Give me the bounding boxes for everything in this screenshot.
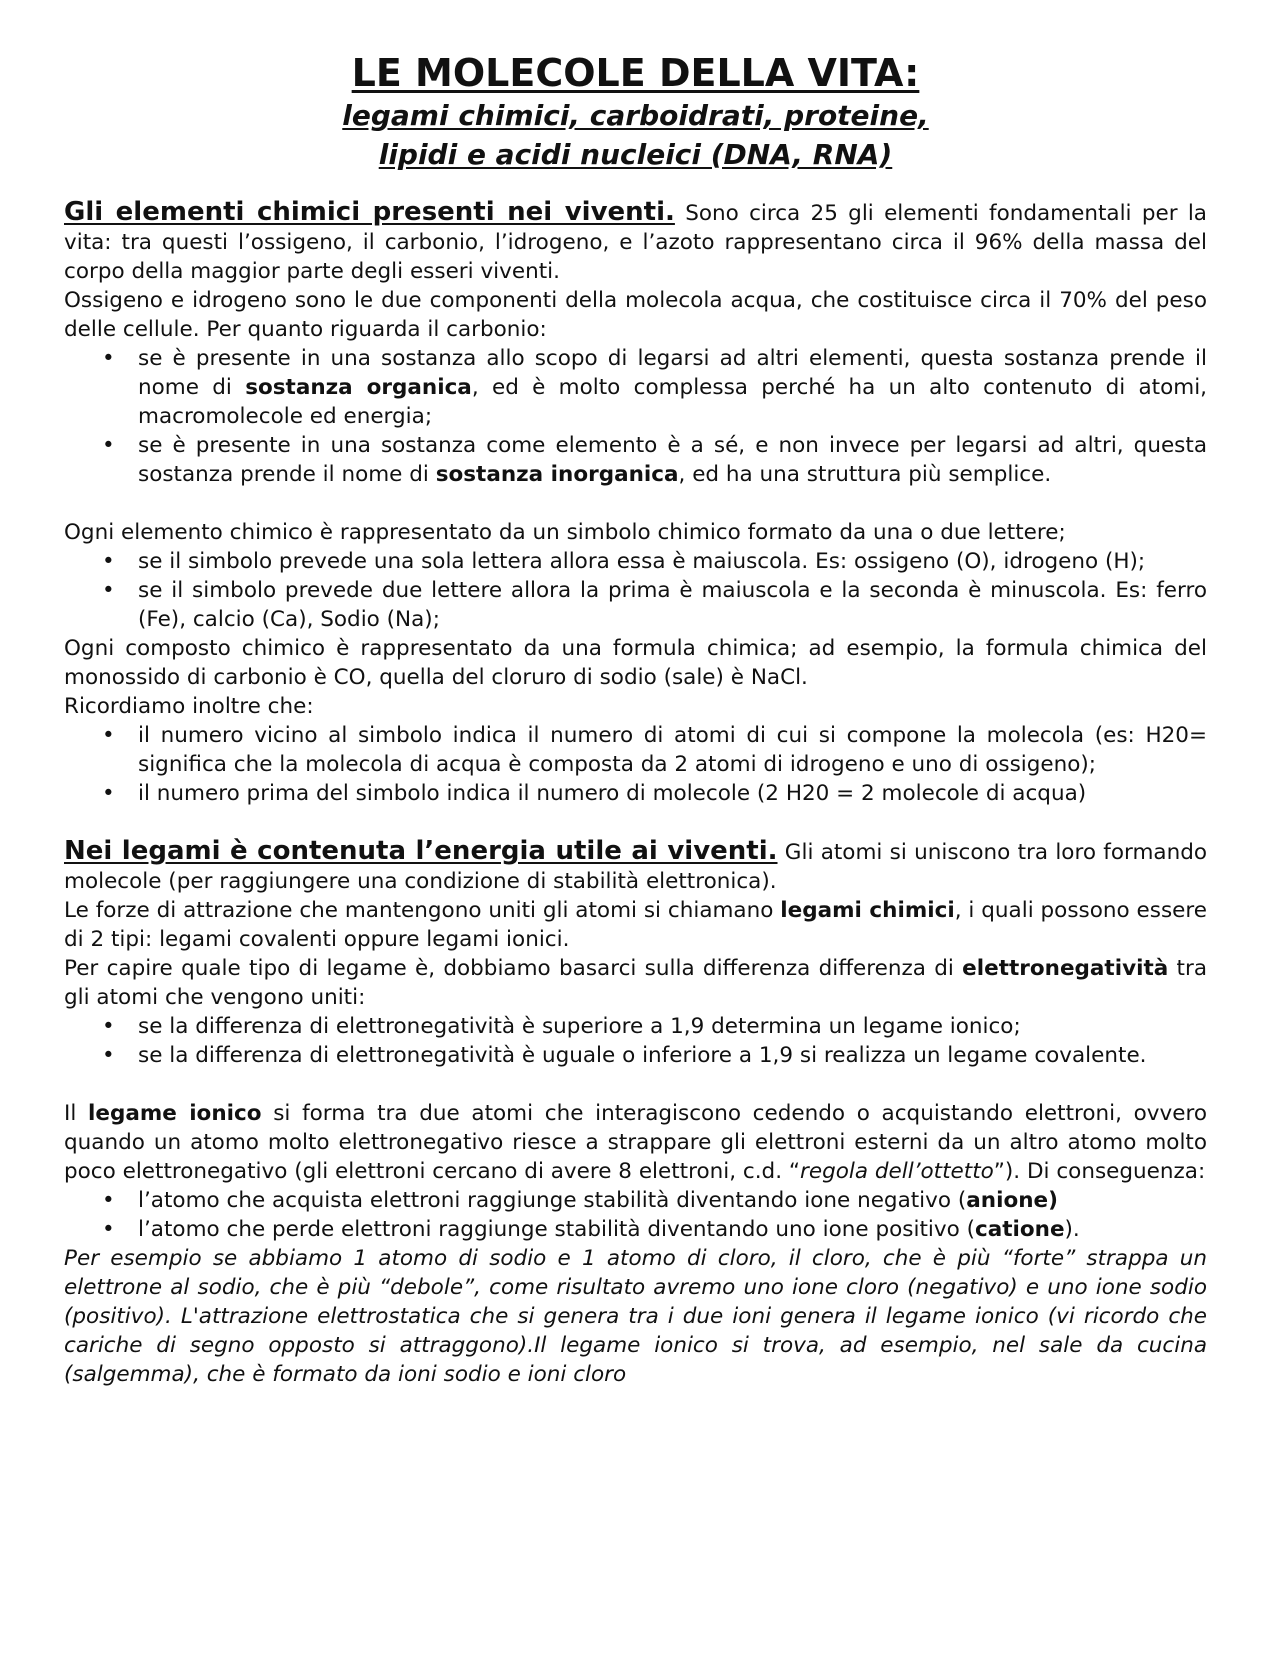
spacer (64, 808, 1207, 837)
section2-heading: Nei legami è contenuta l’energia utile ai viventi. (64, 836, 778, 866)
bullet-icon: • (102, 1014, 115, 1039)
term-legami-chimici: legami chimici (780, 898, 955, 923)
section1-paragraph-4: Ogni composto chimico è rappresentato da una formula chimica; ad esempio, la formula chimica del monossido di carbonio è CO, quella del cloruro di sodio (sale) è NaCl. (64, 636, 1207, 690)
list-item: • l’atomo che acquista elettroni raggiunge stabilità diventando ione negativo (anione) (102, 1188, 1058, 1213)
section2-paragraph-4: Il legame ionico si forma tra due atomi che interagiscono cedendo o acquistando elettroni, ovvero quando un atomo molto elettronegativo riesce a strappare gli elettroni esterni da un altro atomo molto poco elettronegativo (gli elettroni cercano di avere 8 elettroni, c.d. “regola dell’ottetto”). Di conseguenza: (64, 1101, 1208, 1184)
electronegativity-bullet-list (64, 1012, 1207, 1070)
section1-intro-text: Sono circa 25 gli elementi fondamentali per la vita: tra questi l’ossigeno, il carbonio, l’idrogeno, e l’azoto rappresentano circa il 96% della massa del corpo della maggior parte degli esseri viventi. (64, 201, 1207, 284)
list-item: • l’atomo che perde elettroni raggiunge stabilità diventando uno ione positivo (catione). (102, 1217, 1080, 1242)
bullet-icon: • (102, 1217, 115, 1242)
section1-intro-paragraph (64, 198, 1207, 286)
section2-intro-paragraph (64, 837, 1207, 896)
term-sostanza-organica: sostanza organica (245, 375, 472, 400)
list-item: • se la differenza di elettronegatività è superiore a 1,9 determina un legame ionico; (102, 1014, 1021, 1039)
symbol-bullet-list (64, 547, 1207, 634)
section2-paragraph-2: Le forze di attrazione che mantengono uniti gli atomi si chiamano legami chimici, i quali possono essere di 2 tipi: legami covalenti oppure legami ionici. (64, 898, 1207, 952)
bullet-icon: • (102, 578, 115, 603)
list-item: • se la differenza di elettronegatività è uguale o inferiore a 1,9 si realizza un legame covalente. (102, 1043, 1147, 1068)
page-subtitle-line-1: legami chimici, carboidrati, proteine, (342, 99, 929, 132)
title-block (64, 50, 1207, 174)
bullet-icon: • (102, 1043, 115, 1068)
section1-paragraph-5: Ricordiamo inoltre che: (64, 694, 314, 719)
section1-paragraph-2: Ossigeno e idrogeno sono le due componenti della molecola acqua, che costituisce circa il 70% del peso delle cellule. Per quanto riguarda il carbonio: (64, 288, 1207, 342)
bullet-icon: • (102, 781, 115, 806)
term-catione: catione (974, 1217, 1065, 1242)
bullet-icon: • (102, 723, 115, 748)
ion-bullet-list (64, 1186, 1207, 1244)
section2-intro-text: Gli atomi si uniscono tra loro formando molecole (per raggiungere una condizione di stabilità elettronica). (64, 840, 1207, 894)
bullet-icon: • (102, 433, 115, 458)
section1-paragraph-3: Ogni elemento chimico è rappresentato da un simbolo chimico formato da una o due lettere; (64, 520, 1066, 545)
list-item: • se è presente in una sostanza allo scopo di legarsi ad altri elementi, questa sostanza prende il nome di sostanza organica, ed è molto complessa perché ha un alto contenuto di atomi, macromolecole ed energia; (102, 346, 1208, 429)
section2-paragraph-3: Per capire quale tipo di legame è, dobbiamo basarci sulla differenza differenza di elettronegatività tra gli atomi che vengono uniti: (64, 956, 1208, 1010)
page-title: LE MOLECOLE DELLA VITA: (351, 51, 920, 95)
list-item: • se il simbolo prevede una sola lettera allora essa è maiuscola. Es: ossigeno (O), idrogeno (H); (102, 549, 1146, 574)
list-item: • il numero prima del simbolo indica il numero di molecole (2 H20 = 2 molecole di acqua) (102, 781, 1087, 806)
list-item: • se è presente in una sostanza come elemento è a sé, e non invece per legarsi ad altri, questa sostanza prende il nome di sostanza inorganica, ed ha una struttura più semplice. (102, 433, 1207, 487)
section1-heading: Gli elementi chimici presenti nei viventi. (64, 197, 675, 227)
term-sostanza-inorganica: sostanza inorganica (435, 462, 679, 487)
section2-example-paragraph: Per esempio se abbiamo 1 atomo di sodio e 1 atomo di cloro, il cloro, che è più “forte” strappa un elettrone al sodio, che è più “debole”, come risultato avremo uno ione cloro (negativo) e uno ione sodio (positivo). L'attrazione elettrostatica che si genera tra i due ioni genera il legame ionico (vi ricordo che cariche di segno opposto si attraggono).Il legame ionico si trova, ad esempio, nel sale da cucina (salgemma), che è formato da ioni sodio e ioni cloro (64, 1246, 1207, 1387)
term-legame-ionico: legame ionico (88, 1101, 262, 1126)
formula-bullet-list (64, 721, 1207, 808)
term-regola-ottetto: regola dell’ottetto (800, 1159, 994, 1184)
bullet-icon: • (102, 346, 115, 371)
bullet-icon: • (102, 1188, 115, 1213)
term-anione: anione) (966, 1188, 1058, 1213)
list-item: • se il simbolo prevede due lettere allora la prima è maiuscola e la seconda è minuscola. Es: ferro (Fe), calcio (Ca), Sodio (Na); (102, 578, 1207, 632)
bullet-icon: • (102, 549, 115, 574)
spacer (64, 489, 1207, 518)
spacer (64, 1070, 1207, 1099)
page-subtitle-line-2: lipidi e acidi nucleici (DNA, RNA) (378, 138, 893, 171)
term-elettronegativita: elettronegatività (962, 956, 1169, 981)
carbon-bullet-list (64, 344, 1207, 489)
list-item: • il numero vicino al simbolo indica il numero di atomi di cui si compone la molecola (es: H20= significa che la molecola di acqua è composta da 2 atomi di idrogeno e uno di ossigeno); (102, 723, 1207, 777)
